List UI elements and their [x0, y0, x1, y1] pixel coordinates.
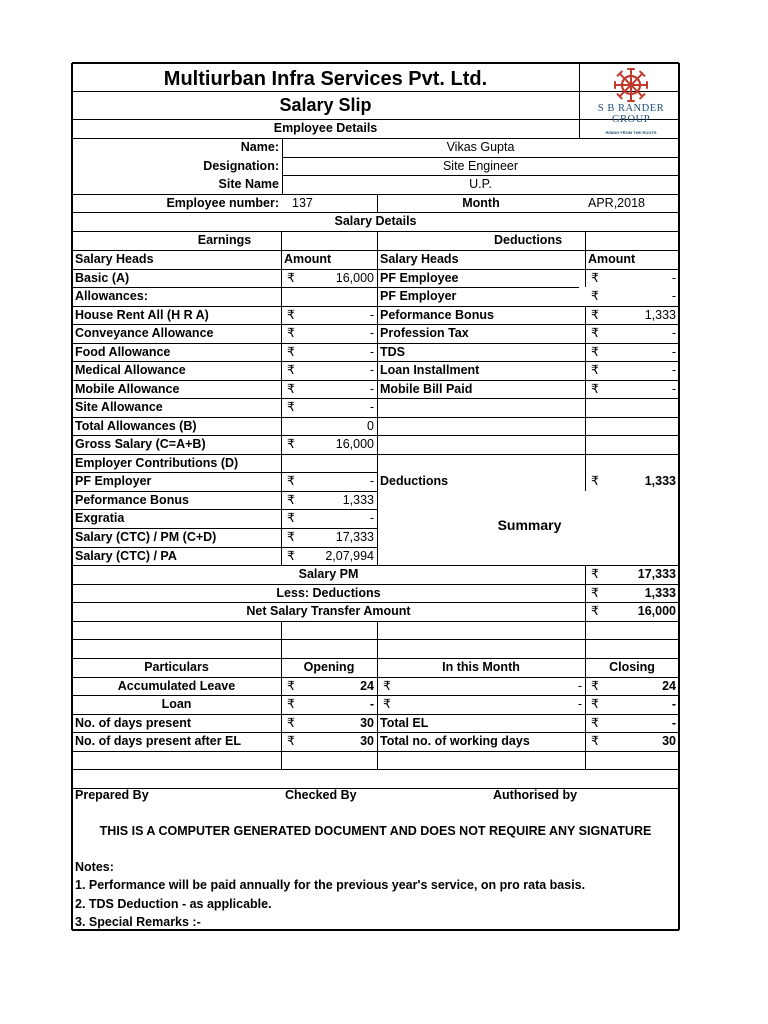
earnings-row-label: Peformance Bonus [75, 493, 189, 507]
leave-row-month: - [577, 697, 582, 711]
prepared-by-label: Prepared By [75, 788, 149, 802]
summary-row-label: Net Salary Transfer Amount [246, 604, 411, 618]
earnings-row-amount: - [369, 308, 374, 322]
currency-symbol: ₹ [591, 697, 599, 711]
deductions-row-label: TDS [380, 345, 405, 359]
summary-row-label: Salary PM [298, 567, 359, 581]
currency-symbol: ₹ [287, 474, 295, 488]
currency-symbol: ₹ [591, 567, 599, 581]
deductions-row-label: PF Employee [380, 271, 459, 285]
deductions-row-amount: - [671, 326, 676, 340]
currency-symbol: ₹ [591, 363, 599, 377]
deductions-row-amount: 1,333 [644, 308, 676, 322]
currency-symbol: ₹ [287, 308, 295, 322]
currency-symbol: ₹ [591, 289, 599, 303]
grid-rule [72, 769, 679, 770]
note-item: 1. Performance will be paid annually for the previous year's service, on pro rata basis. [75, 878, 586, 892]
currency-symbol: ₹ [287, 679, 295, 693]
designation-label: Designation: [203, 159, 279, 173]
earnings-row-amount: - [369, 382, 374, 396]
earnings-row-label: Salary (CTC) / PA [75, 549, 177, 563]
leave-row-month: - [577, 679, 582, 693]
earnings-heading: Earnings [197, 233, 252, 247]
currency-symbol: ₹ [287, 382, 295, 396]
leave-col-month: In this Month [442, 660, 520, 674]
currency-symbol: ₹ [287, 716, 295, 730]
leave-row-mid-label: Total no. of working days [380, 734, 530, 748]
deductions-total-amount: 1,333 [644, 474, 676, 488]
earnings-row-amount [297, 454, 377, 473]
earnings-row-label: Gross Salary (C=A+B) [75, 437, 206, 451]
earnings-row-amount: - [369, 474, 374, 488]
deductions-row-label: Peformance Bonus [380, 308, 494, 322]
currency-symbol: ₹ [591, 326, 599, 340]
summary-row-amount: 16,000 [637, 604, 676, 618]
currency-symbol: ₹ [591, 586, 599, 600]
deductions-row-amount: - [671, 363, 676, 377]
earnings-row-amount: - [369, 511, 374, 525]
leave-row-opening: 30 [360, 734, 374, 748]
leave-row-closing: 24 [662, 679, 676, 693]
month-value: APR,2018 [588, 196, 645, 210]
computer-generated-disclaimer: THIS IS A COMPUTER GENERATED DOCUMENT AND DOES NOT REQUIRE ANY SIGNATURE [99, 824, 652, 838]
earnings-col-heads: Salary Heads [75, 252, 154, 266]
leave-row-month [402, 732, 585, 751]
currency-symbol: ₹ [591, 474, 599, 488]
leave-row-label: Accumulated Leave [117, 679, 236, 693]
earnings-row-amount [297, 287, 377, 306]
deductions-total-label: Deductions [380, 474, 449, 488]
leave-row-closing: - [671, 697, 676, 711]
earnings-row-label: Food Allowance [75, 345, 171, 359]
employee-name-value: Vikas Gupta [446, 140, 515, 154]
doc-title: Salary Slip [279, 95, 372, 115]
earnings-row-label: Exgratia [75, 511, 125, 525]
currency-symbol: ₹ [591, 604, 599, 618]
deductions-row-amount: - [671, 289, 676, 303]
deductions-row-label: Profession Tax [380, 326, 469, 340]
currency-symbol: ₹ [287, 530, 295, 544]
deductions-col-heads: Salary Heads [380, 252, 459, 266]
earnings-col-amount: Amount [284, 252, 332, 266]
deductions-row-amount: - [671, 382, 676, 396]
earnings-row-amount: 0 [367, 419, 374, 433]
currency-symbol: ₹ [287, 511, 295, 525]
logo-tagline: RISING FROM THE ROOTS [605, 130, 657, 135]
currency-symbol: ₹ [383, 679, 391, 693]
earnings-row-amount: 16,000 [335, 437, 374, 451]
earnings-row-amount: - [369, 363, 374, 377]
site-name-label: Site Name [218, 177, 279, 191]
company-logo [587, 66, 675, 138]
note-item: 2. TDS Deduction - as applicable. [75, 896, 272, 911]
earnings-row-label: Employer Contributions (D) [75, 456, 239, 470]
company-name: Multiurban Infra Services Pvt. Ltd. [163, 68, 488, 90]
summary-row-label: Less: Deductions [276, 586, 381, 600]
wheel-logo-icon [587, 66, 675, 138]
salary-slip-sheet [72, 63, 679, 930]
currency-symbol: ₹ [287, 549, 295, 563]
earnings-row-amount: 2,07,994 [325, 549, 374, 563]
note-item: 3. Special Remarks :- [75, 915, 201, 929]
leave-row-label: No. of days present [75, 716, 191, 730]
grid-rule [72, 751, 679, 752]
currency-symbol: ₹ [591, 271, 599, 285]
leave-row-opening: 24 [360, 679, 374, 693]
leave-row-label: Loan [161, 697, 192, 711]
leave-col-opening: Opening [303, 660, 355, 674]
deductions-row-label: Mobile Bill Paid [380, 382, 473, 396]
summary-label: Summary [497, 517, 562, 533]
earnings-row-label: PF Employer [75, 474, 152, 488]
logo-line-1: S B RANDER [597, 103, 665, 114]
leave-col-closing: Closing [609, 660, 655, 674]
currency-symbol: ₹ [287, 697, 295, 711]
leave-row-opening: 30 [360, 716, 374, 730]
deductions-col-amount: Amount [588, 252, 636, 266]
earnings-row-amount: 17,333 [335, 530, 374, 544]
month-label: Month [462, 196, 500, 210]
grid-rule [72, 621, 679, 622]
leave-row-opening: - [369, 697, 374, 711]
leave-row-month [402, 714, 585, 733]
currency-symbol: ₹ [287, 400, 295, 414]
earnings-row-label: Allowances: [75, 289, 148, 303]
currency-symbol: ₹ [591, 716, 599, 730]
deductions-row-amount: - [671, 271, 676, 285]
earnings-row-amount: - [369, 326, 374, 340]
currency-symbol: ₹ [287, 734, 295, 748]
designation-value: Site Engineer [442, 159, 519, 173]
grid-rule [72, 639, 679, 640]
currency-symbol: ₹ [591, 308, 599, 322]
earnings-row-amount: - [369, 400, 374, 414]
checked-by-label: Checked By [285, 788, 357, 802]
currency-symbol: ₹ [591, 382, 599, 396]
employee-number-label: Employee number: [166, 196, 279, 210]
earnings-row-amount: 1,333 [342, 493, 374, 507]
leave-row-closing: - [671, 716, 676, 730]
earnings-row-label: Total Allowances (B) [75, 419, 197, 433]
currency-symbol: ₹ [383, 697, 391, 711]
leave-col-particulars: Particulars [144, 660, 209, 674]
currency-symbol: ₹ [287, 363, 295, 377]
deductions-row-label: Loan Installment [380, 363, 480, 377]
earnings-row-label: Medical Allowance [75, 363, 186, 377]
notes-heading: Notes: [75, 860, 114, 874]
grid-rule [72, 62, 679, 64]
earnings-row-amount: - [369, 345, 374, 359]
currency-symbol: ₹ [287, 437, 295, 451]
currency-symbol: ₹ [591, 734, 599, 748]
logo-line-2: GROUP [611, 114, 651, 125]
deductions-heading: Deductions [493, 233, 563, 247]
salary-details-heading: Salary Details [334, 214, 417, 228]
currency-symbol: ₹ [287, 271, 295, 285]
currency-symbol: ₹ [287, 345, 295, 359]
leave-row-mid-label: Total EL [380, 716, 429, 730]
earnings-row-amount: 16,000 [335, 271, 374, 285]
deductions-row-label: PF Employer [380, 289, 457, 303]
leave-row-label: No. of days present after EL [75, 734, 242, 748]
earnings-row-label: Mobile Allowance [75, 382, 180, 396]
employee-number-value: 137 [292, 196, 313, 210]
earnings-row-label: House Rent All (H R A) [75, 308, 209, 322]
currency-symbol: ₹ [591, 345, 599, 359]
summary-row-amount: 1,333 [644, 586, 676, 600]
authorised-by-label: Authorised by [493, 788, 578, 802]
summary-row-amount: 17,333 [637, 567, 676, 581]
employee-details-heading: Employee Details [273, 121, 378, 135]
currency-symbol: ₹ [287, 493, 295, 507]
earnings-row-label: Basic (A) [75, 271, 130, 285]
earnings-row-label: Site Allowance [75, 400, 163, 414]
currency-symbol: ₹ [287, 326, 295, 340]
site-name-value: U.P. [469, 177, 492, 191]
employee-name-label: Name: [240, 140, 279, 154]
earnings-row-label: Salary (CTC) / PM (C+D) [75, 530, 217, 544]
deductions-row-amount: - [671, 345, 676, 359]
currency-symbol: ₹ [591, 679, 599, 693]
leave-row-closing: 30 [662, 734, 676, 748]
earnings-row-label: Conveyance Allowance [75, 326, 214, 340]
